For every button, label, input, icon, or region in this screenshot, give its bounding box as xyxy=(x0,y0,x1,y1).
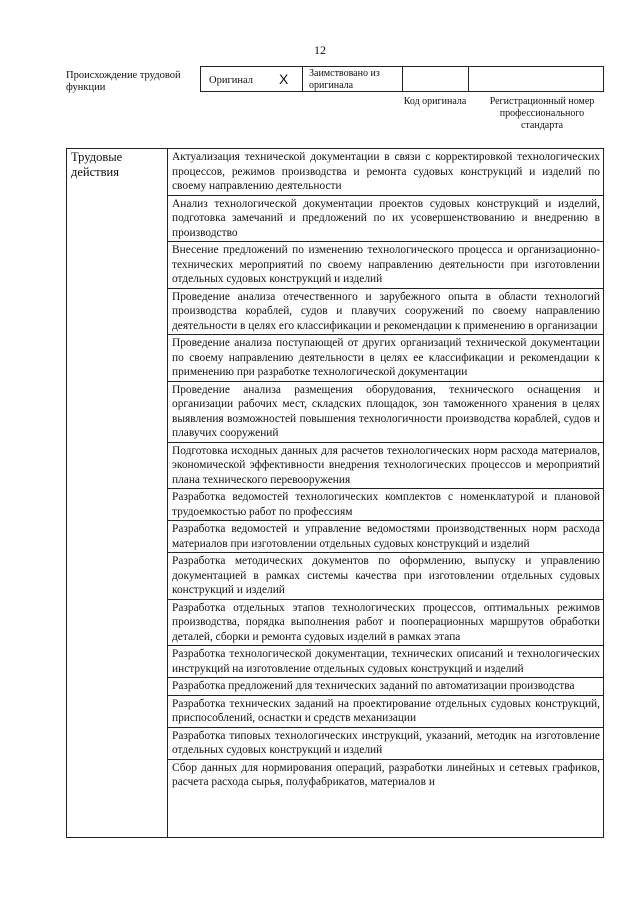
labor-action-row: Анализ технологической документации проектов судовых конструкций и изделий, подготовка замечаний и предложений по их усовершенствованию и внедрению в производство xyxy=(168,196,603,243)
page-number: 12 xyxy=(314,43,326,57)
labor-actions-table xyxy=(66,148,604,838)
origin-label: Происхождение трудовой функции xyxy=(66,70,181,93)
reg-number-caption: Регистрационный номер профессионального стандарта xyxy=(489,96,595,131)
original-mark: X xyxy=(279,71,289,87)
borrowed-label: Заимствовано из оригинала xyxy=(309,68,380,91)
code-cell xyxy=(403,67,469,91)
labor-action-row: Актуализация технической документации в связи с корректировкой технологических процессов, режимов производства и ремонта судовых конструкций и изделий по своему направлению деятельности xyxy=(168,149,603,196)
original-label: Оригинал xyxy=(209,75,253,86)
original-cell xyxy=(201,67,303,91)
labor-action-row: Внесение предложений по изменению технологического процесса и организационно-технических мероприятий по своему направлению деятельности при изготовлении отдельных судовых конструкций и изделий xyxy=(168,242,603,289)
labor-action-row: Разработка технических заданий на проектирование отдельных судовых конструкций, приспособлений, оснастки и средств механизации xyxy=(168,696,603,728)
labor-action-row: Разработка методических документов по оформлению, выпуску и управлению документацией в рамках системы качества при изготовлении отдельных судовых конструкций и изделий xyxy=(168,553,603,600)
reg-number-cell xyxy=(469,67,603,91)
labor-action-row: Подготовка исходных данных для расчетов технологических норм расхода материалов, экономической эффективности внедрения технологических процессов и мероприятий плана технического перевооружения xyxy=(168,443,603,490)
labor-action-row: Проведение анализа размещения оборудования, технического оснащения и организации рабочих мест, складских площадок, зон таможенного хранения в целях выявления возможностей повышения технологичности производства кораблей, судов и плавучих сооружений xyxy=(168,382,603,443)
labor-actions-list xyxy=(168,149,603,791)
labor-action-row: Разработка ведомостей технологических комплектов с номенклатурой и плановой трудоемкостью работ по профессиям xyxy=(168,489,603,521)
origin-table xyxy=(200,66,604,92)
labor-action-row: Разработка типовых технологических инструкций, указаний, методик на изготовление отдельных судовых конструкций и изделий xyxy=(168,728,603,760)
labor-action-row: Разработка технологической документации, технических описаний и технологических инструкций на изготовление отдельных судовых конструкций и изделий xyxy=(168,646,603,678)
labor-action-row: Разработка отдельных этапов технологических процессов, оптимальных режимов производства, порядка выполнения работ и пооперационных маршрутов обработки деталей, сборки и ремонта судовых изделий в рамках этапа xyxy=(168,600,603,647)
labor-action-row: Разработка ведомостей и управление ведомостями производственных норм расхода материалов при изготовлении отдельных судовых конструкций и изделий xyxy=(168,521,603,553)
borrowed-cell xyxy=(303,67,403,91)
labor-action-row: Сбор данных для нормирования операций, разработки линейных и сетевых графиков, расчета расхода сырья, полуфабрикатов, материалов и xyxy=(172,761,600,788)
labor-action-row: Разработка предложений для технических заданий по автоматизации производства xyxy=(168,678,603,696)
labor-actions-label: Трудовые действия xyxy=(67,149,168,837)
labor-action-row: Проведение анализа отечественного и зарубежного опыта в области технологий производства кораблей, судов и плавучих сооружений по своему направлению деятельности в целях его классификации и рекомендации к применению в организации xyxy=(168,289,603,336)
code-caption: Код оригинала xyxy=(403,96,467,107)
labor-action-row: Проведение анализа поступающей от других организаций технической документации по своему направлению деятельности в целях ее классификации и рекомендации к применению при разработке технологической документации xyxy=(168,335,603,382)
